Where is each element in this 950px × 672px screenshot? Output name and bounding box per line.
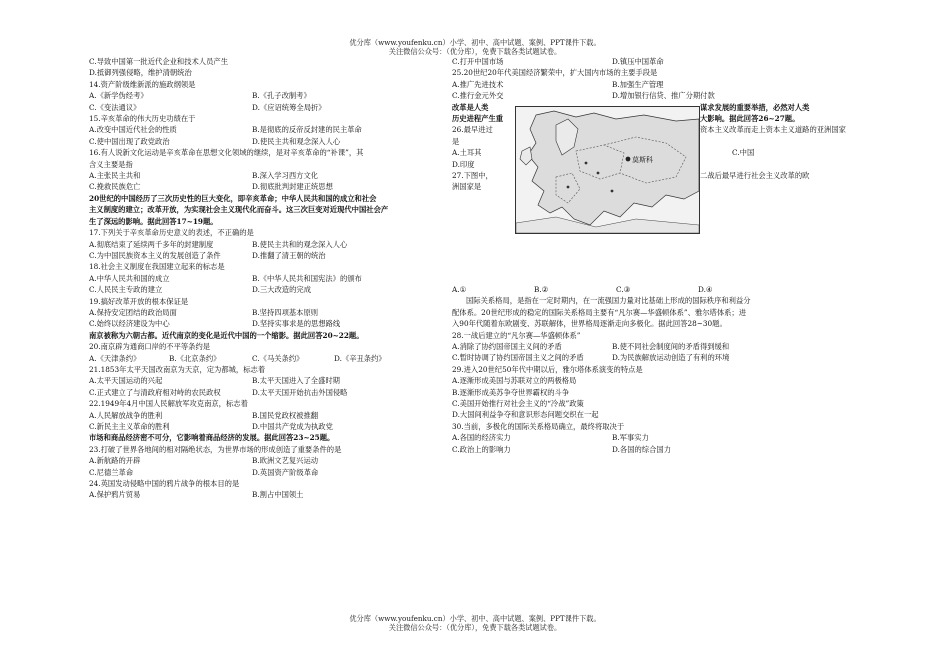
options-row	[89, 421, 429, 432]
option: C.始终以经济建设为中心	[89, 319, 170, 329]
question-text: 27.下图中，	[452, 171, 493, 181]
question-21: 21.1853年太平天国改南京为天京，定为都城，标志着	[89, 364, 266, 374]
option-line: D.印度	[452, 159, 475, 169]
option: C.推行金元外交	[452, 91, 504, 101]
question-19: 19.搞好改革开放的根本保证是	[89, 296, 189, 306]
question-16-cont: 含义主要是指	[89, 159, 133, 169]
options-row	[452, 90, 872, 101]
option: B.《中华人民共和国宪法》的颁布	[252, 273, 362, 283]
options-row	[89, 318, 429, 329]
option: C.中国	[732, 148, 755, 158]
options-row	[89, 410, 429, 421]
option: D.为民族解放运动创造了有利的环境	[612, 353, 730, 363]
options-row	[452, 56, 872, 67]
footer-line-1: 优分库（www.youfenku.cn）小学、初中、高中试题、案例、PPT课件下载。	[349, 614, 601, 623]
option: C.政治上的影响力	[452, 444, 511, 454]
options-row	[89, 124, 429, 135]
question-15: 15.辛亥革命的伟大历史功绩在于	[89, 114, 196, 124]
options-row	[89, 136, 429, 147]
option: C.暂时协调了协约国帝国主义之间的矛盾	[452, 353, 584, 363]
page-header	[0, 38, 950, 56]
option: A.消除了协约国帝国主义间的矛盾	[452, 341, 562, 351]
material-intro: 生了深远的影响。据此回答17~19题。	[89, 216, 218, 226]
option: B.使民主共和的观念深入人心	[252, 239, 348, 249]
material-intro: 主义制度的建立；改革开放，为实现社会主义现代化而奋斗。这三次巨变对近现代中国社会产	[89, 205, 389, 215]
option: B.使不同社会制度间的矛盾得到缓和	[612, 341, 730, 351]
options-row	[89, 467, 429, 478]
moscow-marker	[626, 157, 631, 162]
option: D.《应诏统筹全局折》	[252, 102, 326, 112]
material-text: 历史进程产生重	[452, 114, 504, 124]
material-intro: 20世纪的中国经历了三次历史性的巨大变化，即辛亥革命；中华人民共和国的成立和社会	[89, 193, 377, 203]
page-footer	[0, 614, 950, 632]
option: A.保持安定团结的政治局面	[89, 307, 177, 317]
option: D.太平天国开始抗击外国侵略	[252, 387, 348, 397]
region-marker	[567, 186, 570, 189]
options-row	[89, 102, 429, 113]
question-23: 23.打破了世界各地间的相对隔绝状态，为世界市场的形成创造了重要条件的是	[89, 444, 342, 454]
option: A.《天津条约》	[89, 353, 141, 363]
material-text: 大影响。据此回答26~27题。	[700, 114, 800, 124]
footer-line-2: 关注微信公众号：（优分库），免费下载各类试题试卷。	[388, 623, 562, 632]
options-row	[89, 90, 429, 101]
options-row	[452, 352, 872, 363]
question-text: 二战后最早进行社会主义改革的欧	[700, 171, 810, 181]
europe-map-figure	[515, 106, 700, 234]
options-row	[89, 239, 429, 250]
option: A.太平天国运动的兴起	[89, 376, 163, 386]
options-row	[89, 353, 429, 364]
material-text: 改革是人类	[452, 102, 489, 112]
options-row	[452, 284, 872, 295]
question-27-cont: 洲国家是	[452, 182, 482, 192]
option-line: C.美国开始推行对社会主义的“冷战”政策	[452, 398, 584, 408]
option: C.使中国出现了政党政治	[89, 136, 170, 146]
region-marker	[597, 172, 600, 175]
moscow-label: 莫斯科	[632, 156, 653, 164]
option: D.三大改造的完成	[252, 285, 311, 295]
option-line: C.导致中国第一批近代企业和技术人员产生	[89, 57, 228, 66]
question-20: 20.南京辟为通商口岸的不平等条约是	[89, 342, 211, 352]
option: A.中华人民共和国的成立	[89, 273, 170, 283]
material-paragraph: 配体系。20世纪形成的稳定的国际关系格局主要有“凡尔赛—华盛顿体系”、雅尔塔体系；进	[452, 307, 747, 317]
option: D.彻底批判封建正统思想	[252, 182, 333, 192]
option-line: D.抵御列强侵略，维护清朝统治	[89, 68, 192, 78]
question-30: 30.当前，多极化的国际关系格局确立，最终将取决于	[452, 421, 625, 431]
question-18: 18.社会主义制度在我国建立起来的标志是	[89, 262, 225, 272]
option: C.挽救民族危亡	[89, 182, 141, 192]
option: C.人民民主专政的建立	[89, 285, 163, 295]
question-17: 17.下列关于辛亥革命历史意义的表述，不正确的是	[89, 228, 254, 238]
option: C.正式建立了与清政府相对峙的农民政权	[89, 387, 221, 397]
options-row	[89, 250, 429, 261]
option: C.打开中国市场	[452, 57, 504, 66]
option: D.《辛丑条约》	[334, 353, 386, 363]
options-row	[452, 341, 872, 352]
question-25: 25.20世纪20年代美国经济繁荣中，扩大国内市场的主要手段是	[452, 68, 658, 78]
option: B.《孔子改制考》	[252, 91, 311, 101]
option: D.推翻了清王朝的统治	[252, 250, 326, 260]
option: B.《北京条约》	[169, 353, 221, 363]
material-paragraph: 入90年代随着东欧剧变、苏联解体，世界格局逐渐走向多极化。据此回答28~30题。	[452, 319, 727, 329]
option: A.新航路的开辟	[89, 456, 141, 466]
question-16: 16.有人说新文化运动是辛亥革命在思想文化领域的继续，是对辛亥革命的“补课”，其	[89, 148, 364, 158]
options-row	[89, 375, 429, 386]
header-line-1: 优分库（www.youfenku.cn）小学、初中、高中试题、案例、PPT课件下载。	[349, 38, 601, 47]
option: A.人民解放战争的胜利	[89, 410, 163, 420]
option: B.太平天国进入了全盛时期	[252, 376, 340, 386]
option: B.②	[534, 284, 549, 294]
options-row	[89, 284, 429, 295]
option: C.《马关条约》	[252, 353, 304, 363]
left-column	[89, 56, 429, 501]
option: A.①	[452, 284, 467, 294]
question-24: 24.英国发动侵略中国的鸦片战争的根本目的是	[89, 479, 240, 489]
option: D.④	[698, 284, 713, 294]
option: B.国民党政权被推翻	[252, 410, 319, 420]
option: D.各国的综合国力	[612, 444, 671, 454]
options-row	[452, 444, 872, 455]
option-line: B.逐渐形成美苏争夺世界霸权的斗争	[452, 387, 570, 397]
options-row	[89, 455, 429, 466]
option: C.③	[616, 284, 631, 294]
option: B.军事实力	[612, 433, 649, 443]
material-intro: 南京被称为六朝古都。近代南京的变化是近代中国的一个缩影。据此回答20~22题。	[89, 330, 364, 340]
option: B.深入学习西方文化	[252, 171, 319, 181]
option: A.改变中国近代社会的性质	[89, 125, 177, 135]
option: D.坚持实事求是的思想路线	[252, 319, 341, 329]
options-row	[89, 170, 429, 181]
question-28: 28.一战后建立的“凡尔赛—华盛顿体系”	[452, 330, 581, 340]
question-26-cont: 是	[452, 136, 460, 146]
option: D.中国共产党成为执政党	[252, 422, 333, 431]
option: A.土耳其	[452, 148, 482, 158]
option: B.坚持四项基本原则	[252, 307, 319, 317]
material-intro: 市场和商品经济密不可分，它影响着商品经济的发展。据此回答23~25题。	[89, 433, 335, 443]
options-row	[89, 489, 429, 500]
material-paragraph: 国际关系格局，是指在一定时期内，在一流强国力量对比基础上形成的国际秩序和利益分	[466, 296, 751, 306]
header-line-2: 关注微信公众号：（优分库），免费下载各类试题试卷。	[388, 47, 562, 56]
question-22: 22.1949年4月中国人民解放军攻克南京，标志着	[89, 399, 248, 409]
option: D.增加银行信贷、推广分期付款	[612, 91, 715, 101]
option: C.尼德兰革命	[89, 467, 134, 477]
option-line: A.逐渐形成美国与苏联对立的两极格局	[452, 376, 577, 386]
option: A.《新学伪经考》	[89, 91, 148, 101]
option: A.保护鸦片贸易	[89, 490, 141, 500]
option: A.推广先进技术	[452, 79, 504, 89]
question-29: 29.进入20世纪50年代中期以后，雅尔塔体系演变的特点是	[452, 364, 643, 374]
option: B.加强生产管理	[612, 79, 664, 89]
options-row	[452, 79, 872, 90]
option: D.英国资产阶级革命	[252, 467, 319, 477]
options-row	[89, 273, 429, 284]
question-text: 资本主义改革而走上资本主义道路的亚洲国家	[700, 125, 846, 135]
option: C.为中国民族资本主义的发展创造了条件	[89, 250, 221, 260]
options-row	[89, 181, 429, 192]
option: B.欧洲文艺复兴运动	[252, 456, 319, 466]
option: D.使民主共和观念深入人心	[252, 136, 341, 146]
options-row	[452, 432, 872, 443]
option: A.各国的经济实力	[452, 433, 511, 443]
material-text: 谋求发展的重要举措，必然对人类	[700, 102, 810, 112]
region-marker	[585, 162, 588, 165]
region-marker	[611, 190, 614, 193]
option-line: D.大国间利益争夺和意识形态问题交织在一起	[452, 410, 599, 420]
option: C.《变法通议》	[89, 102, 141, 112]
options-row	[89, 387, 429, 398]
question-text: 26.最早进过	[452, 125, 493, 135]
question-14: 14.资产阶级维新派的施政纲领是	[89, 79, 196, 89]
option: B.是彻底的反帝反封建的民主革命	[252, 125, 362, 135]
option: A.主张民主共和	[89, 171, 141, 181]
options-row	[89, 307, 429, 318]
option: B.割占中国领土	[252, 490, 304, 500]
option: D.镇压中国革命	[612, 57, 664, 66]
option: C.新民主主义革命的胜利	[89, 422, 170, 431]
europe-map	[516, 107, 699, 233]
option: A.彻底结束了延续两千多年的封建制度	[89, 239, 214, 249]
